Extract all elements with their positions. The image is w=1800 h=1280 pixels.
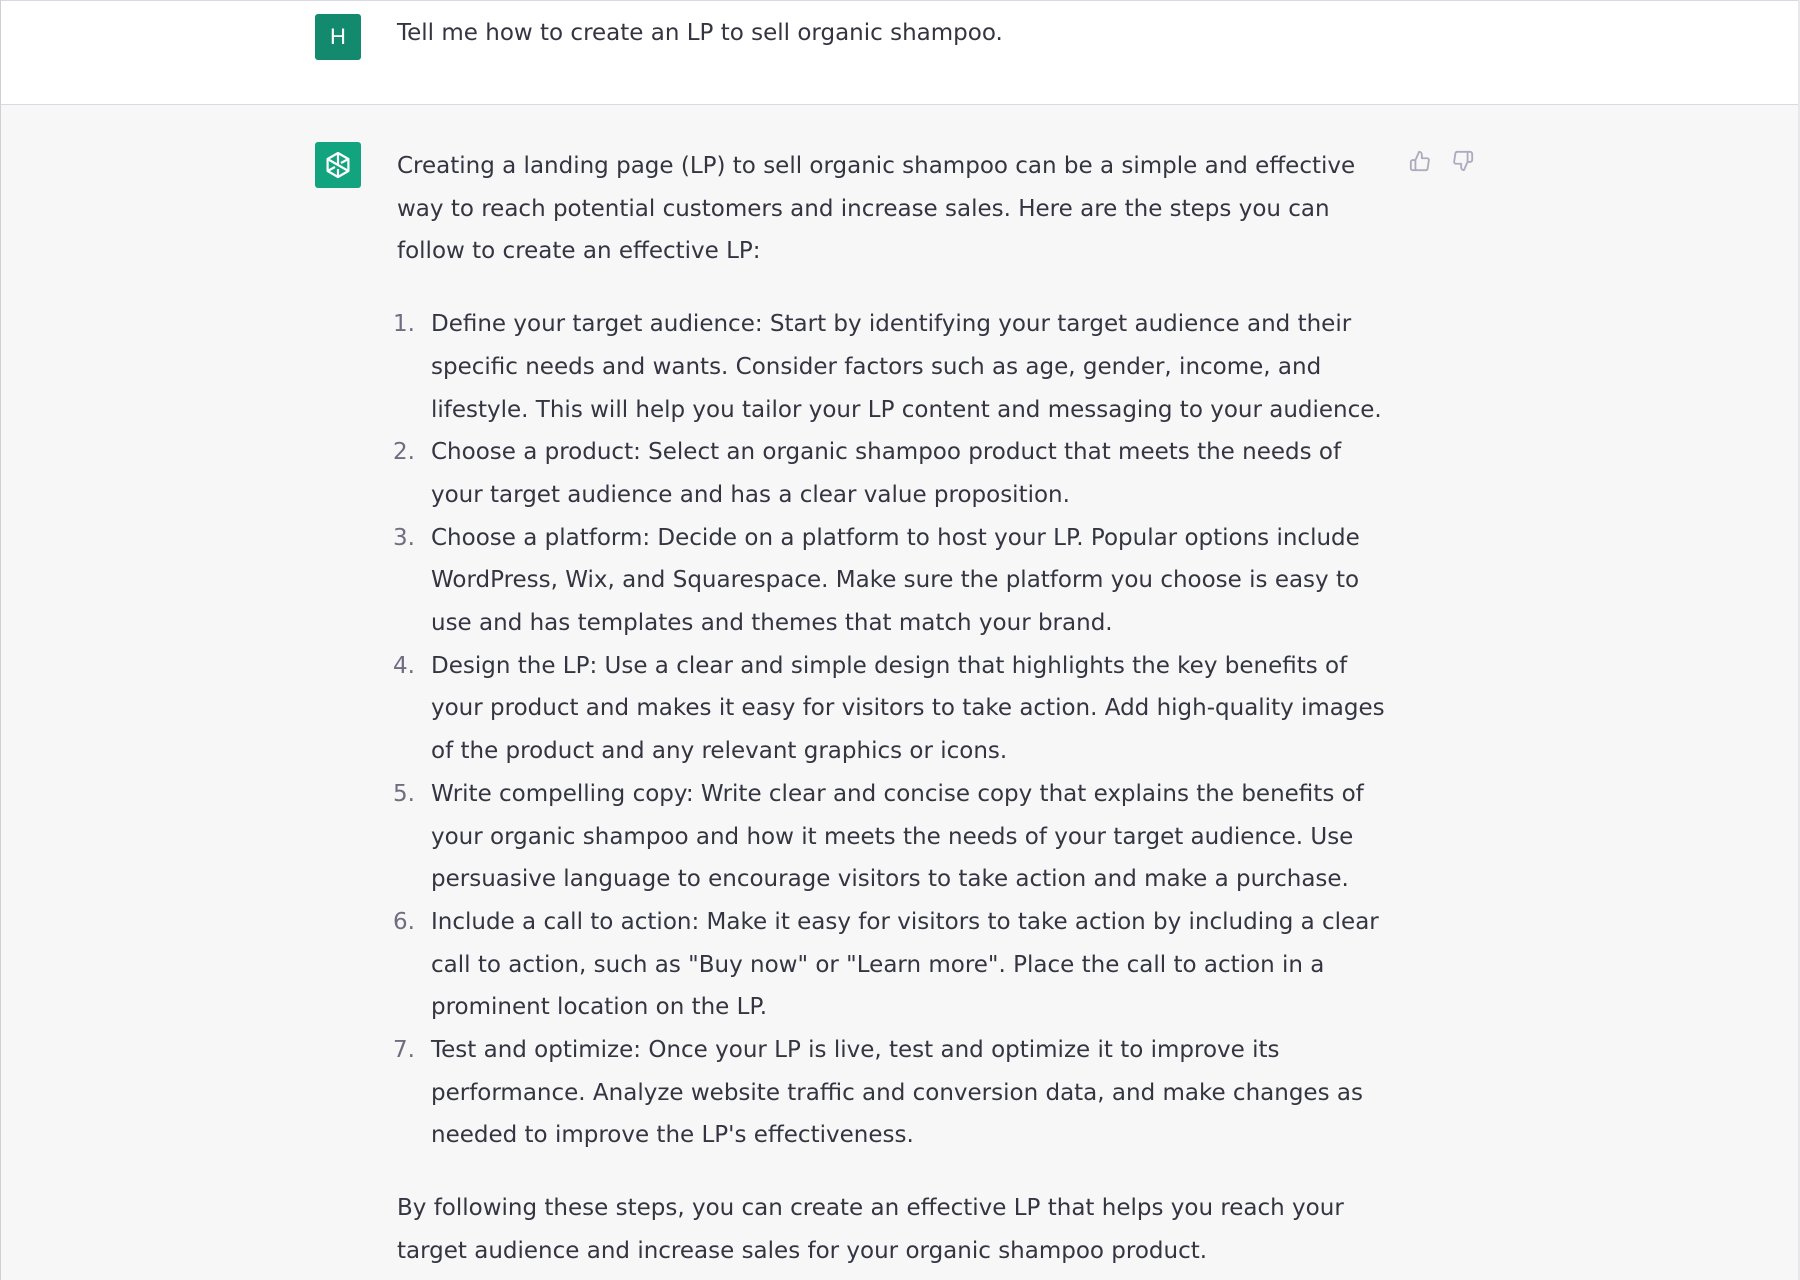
- list-item-text: Include a call to action: Make it easy for visitors to take action by including a clear call to action, such as "Buy now" or "Learn more". Place the call to action in a prominent location on the LP.: [431, 908, 1379, 1021]
- list-item: [393, 1029, 1397, 1157]
- user-message-row: [1, 0, 1798, 105]
- list-item-text: Choose a product: Select an organic shampoo product that meets the needs of your target audience and has a clear value proposition.: [431, 439, 1342, 508]
- list-number: 5.: [393, 780, 415, 807]
- list-number: 1.: [393, 311, 415, 338]
- list-item: [393, 517, 1397, 645]
- assistant-message-body: [393, 145, 1397, 1273]
- list-item: [393, 303, 1397, 431]
- list-item: [393, 901, 1397, 1029]
- list-item: [393, 431, 1397, 516]
- answer-conclusion: By following these steps, you can create an effective LP that helps you reach your target audience and increase sales for your organic shampoo product.: [397, 1195, 1344, 1264]
- user-message-text: Tell me how to create an LP to sell organic shampoo.: [397, 20, 1003, 46]
- list-item-text: Write compelling copy: Write clear and concise copy that explains the benefits of your organic shampoo and how it meets the needs of your target audience. Use persuasive language to encourage visitors to take action and make a purchase.: [431, 780, 1364, 893]
- thumbs-up-icon: [1409, 150, 1431, 172]
- list-item-text: Define your target audience: Start by identifying your target audience and their specific needs and wants. Consider factors such as age, gender, income, and lifestyle. This will help you tailor your LP content and messaging to your audience.: [431, 311, 1382, 423]
- list-item-text: Test and optimize: Once your LP is live, test and optimize it to improve its performance. Analyze website traffic and conversion data, and make changes as needed to improve the LP's effectiveness.: [431, 1037, 1363, 1149]
- list-number: 3.: [393, 524, 415, 551]
- assistant-avatar: [315, 142, 361, 188]
- answer-intro: Creating a landing page (LP) to sell organic shampoo can be a simple and effective way to reach potential customers and increase sales. Here are the steps you can follow to create an effective LP:: [397, 153, 1356, 265]
- list-number: 7.: [393, 1037, 415, 1064]
- thumbs-down-icon: [1452, 150, 1474, 172]
- list-item-text: Design the LP: Use a clear and simple design that highlights the key benefits of your product and makes it easy for visitors to take action. Add high-quality images of the product and any relevant graphics or icons.: [431, 652, 1385, 765]
- user-avatar: [315, 14, 361, 60]
- list-item-text: Choose a platform: Decide on a platform to host your LP. Popular options include WordPress, Wix, and Squarespace. Make sure the platform you choose is easy to use and has templates and themes that match your brand.: [431, 524, 1360, 637]
- list-number: 2.: [393, 439, 415, 466]
- assistant-message-row: [1, 105, 1798, 1280]
- thumbs-up-button[interactable]: [1406, 147, 1434, 175]
- steps-list: [393, 303, 1397, 1157]
- openai-logo-icon: [321, 148, 355, 182]
- thumbs-down-button[interactable]: [1449, 147, 1477, 175]
- list-number: 6.: [393, 908, 415, 935]
- list-item: [393, 773, 1397, 901]
- list-number: 4.: [393, 652, 415, 679]
- user-avatar-initial: H: [330, 24, 346, 49]
- list-item: [393, 645, 1397, 773]
